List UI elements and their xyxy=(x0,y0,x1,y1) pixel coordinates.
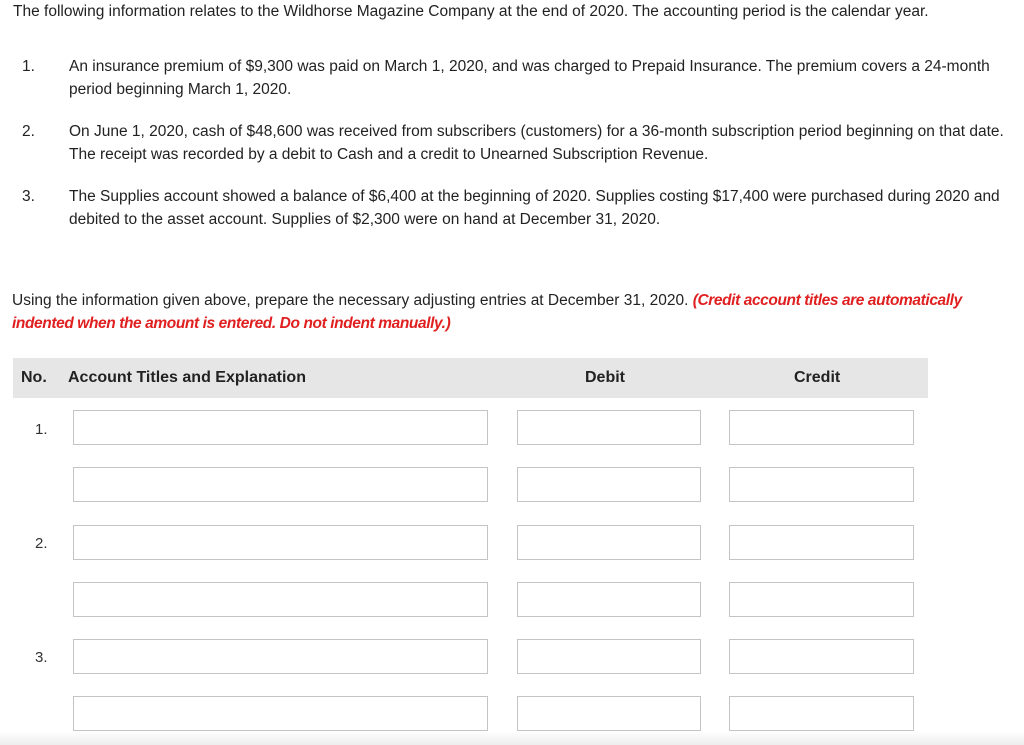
entry-3-row-1-account-input[interactable] xyxy=(73,639,488,674)
item-number: 3. xyxy=(22,188,35,205)
entry-2-row-2-credit-input[interactable] xyxy=(729,582,914,617)
instructions-text: Using the information given above, prepare the necessary adjusting entries at December 31, 2020. xyxy=(12,292,689,309)
entry-1-row-2-debit-input[interactable] xyxy=(517,467,701,502)
entry-1-row-2-account-input[interactable] xyxy=(73,467,488,502)
entry-3-row-1-credit-input[interactable] xyxy=(729,639,914,674)
entry-3-row-2-account-input[interactable] xyxy=(73,696,488,731)
bottom-fade xyxy=(0,731,1024,745)
header-no: No. xyxy=(21,369,47,386)
entry-2-row-2-account-input[interactable] xyxy=(73,582,488,617)
entry-3-row-2-debit-input[interactable] xyxy=(517,696,701,731)
entry-2-row-1-account-input[interactable] xyxy=(73,525,488,560)
header-debit: Debit xyxy=(585,369,625,386)
item-number: 2. xyxy=(22,123,35,140)
item-text: An insurance premium of $9,300 was paid on March 1, 2020, and was charged to Prepaid Insurance. The premium covers a 24-month period beginning March 1, 2020. xyxy=(69,58,990,98)
entry-number-3: 3. xyxy=(35,649,48,666)
entry-3-row-2-credit-input[interactable] xyxy=(729,696,914,731)
entry-2-row-1-debit-input[interactable] xyxy=(517,525,701,560)
entry-number-2: 2. xyxy=(35,535,48,552)
journal-table-header xyxy=(13,358,928,398)
item-text: On June 1, 2020, cash of $48,600 was received from subscribers (customers) for a 36-month subscription period beginning on that date. The receipt was recorded by a debit to Cash and a credit to Unearned Subscription Revenue. xyxy=(69,123,1004,163)
entry-1-row-1-account-input[interactable] xyxy=(73,410,488,445)
entry-1-row-1-credit-input[interactable] xyxy=(729,410,914,445)
entry-2-row-1-credit-input[interactable] xyxy=(729,525,914,560)
item-text: The Supplies account showed a balance of $6,400 at the beginning of 2020. Supplies costing $17,400 were purchased during 2020 and debited to the asset account. Supplies of $2,300 were on hand at December 31, 2020. xyxy=(69,188,1000,228)
entry-1-row-2-credit-input[interactable] xyxy=(729,467,914,502)
entry-1-row-1-debit-input[interactable] xyxy=(517,410,701,445)
item-number: 1. xyxy=(22,58,35,75)
instructions-note: (Credit account titles are automatically indented when the amount is entered. Do not indent manually.) xyxy=(12,292,962,332)
entry-number-1: 1. xyxy=(35,421,48,438)
intro-text: The following information relates to the Wildhorse Magazine Company at the end of 2020. The accounting period is the calendar year. xyxy=(13,3,929,20)
header-credit: Credit xyxy=(794,369,841,386)
entry-2-row-2-debit-input[interactable] xyxy=(517,582,701,617)
instructions xyxy=(12,289,1012,335)
entry-3-row-1-debit-input[interactable] xyxy=(517,639,701,674)
header-account-titles: Account Titles and Explanation xyxy=(68,369,306,386)
